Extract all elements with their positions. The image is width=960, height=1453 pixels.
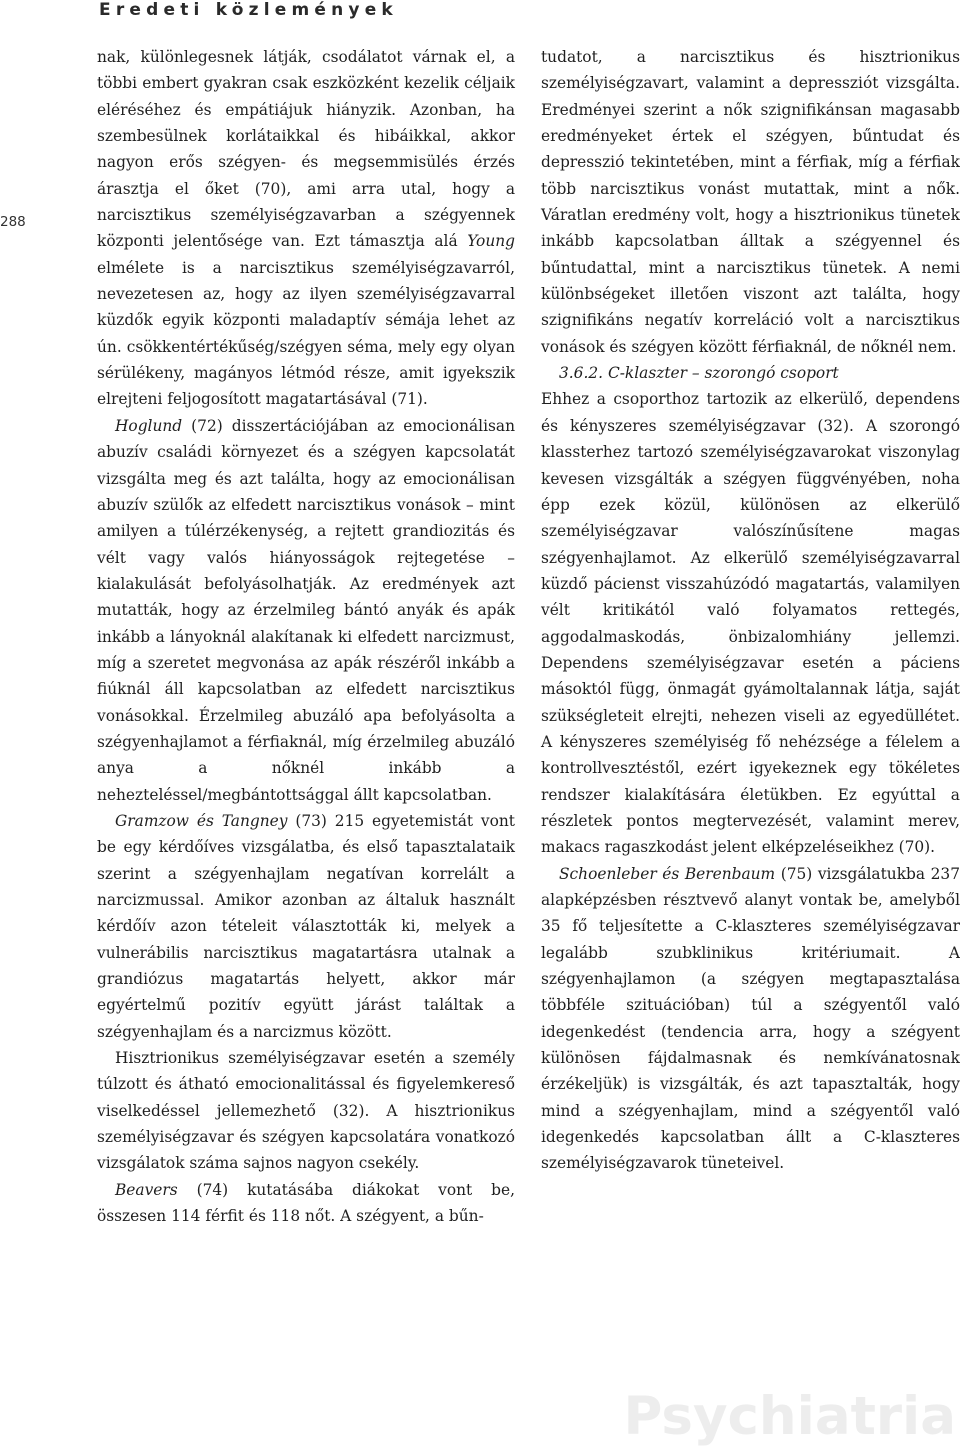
paragraph-text: (74) kutatásába diákokat vont be, összesen 114 férfit és 118 nőt. A szégyent, a bűn- [97, 1180, 515, 1226]
journal-brand-logo: Psychiatria [623, 1386, 956, 1447]
author-name: Young [467, 232, 515, 251]
right-column [541, 44, 960, 1177]
paragraph [97, 1045, 515, 1177]
paragraph-text: elmélete is a narcisztikus személyiségzavarról, nevezetesen az, hogy az ilyen személyiségzavarral küzdők egyik központi maladaptív sémája lehet az ún. csökkentértékűség/szégyen séma, mely egy olyan sérülékeny, magányos létmód része, amit igyekszik elrejteni feljogosított magatartásával (71). [97, 258, 515, 409]
paragraph-text: (75) vizsgálatukba 237 alapképzésben résztvevő alanyt vontak be, amelyből 35 fő teljesítette a C-klaszteres személyiségzavar legalább szubklinikus kritériumait. A szégyenhajlamon (a szégyen megtapasztalása többféle szituációban) túl a szégyentől való idegenkedést (tendencia arra, hogy a szégyent különösen fájdalmasnak és nemkívánatosnak érzékeljük) is vizsgálták, és azt tapasztalták, hogy mind a szégyenhajlam, mind a szégyentől való idegenkedés kapcsolatban állt a C-klaszteres személyiségzavarok tüneteivel. [541, 864, 960, 1173]
section-subheading: 3.6.2. C-klaszter – szorongó csoport [559, 364, 839, 383]
author-name: Beavers [115, 1180, 178, 1199]
section-title: Eredeti közlemények [99, 0, 398, 20]
paragraph-text: tudatot, a narcisztikus és hisztrionikus személyiségzavart, valamint a depressziót vizsgálta. Eredményei szerint a nők szignifikánsan magasabb eredményeket értek el szégyen, bűntudat és depresszió tekintetében, mint a férfiak, míg a férfiak több narcisztikus vonást mutattak, mint a nők. Váratlan eredmény volt, hogy a hisztrionikus tünetek inkább kapcsolatban álltak a szégyennel és bűntudattal, mint a narcisztikus tünetek. A nemi különbségeket illetően viszont azt találta, hogy szignifikáns negatív korreláció volt a narcisztikus vonások és szégyen között férfiaknál, de nőknél nem. [541, 48, 960, 356]
page-number: 288 [0, 214, 26, 230]
author-name: Schoenleber és Berenbaum [559, 864, 776, 883]
paragraph [97, 413, 515, 808]
paragraph-text: nak, különlegesnek látják, csodálatot várnak el, a többi embert gyakran csak eszközként kezelik céljaik eléréséhez és empátiájuk hiányzik. Azonban, ha szembesülnek korlátaikkal és hibáikkal, akkor nagyon erős szégyen- és megsemmisülés érzés árasztja el őket (70), ami arra utal, hogy a narcisztikus személyiségzavarban a szégyennek központi jelentősége van. Ezt támasztja alá [97, 48, 515, 251]
paragraph [97, 808, 515, 1045]
paragraph-text: Ehhez a csoporthoz tartozik az elkerülő, dependens és kényszeres személyiségzavar (32). A szorongó klassterhez tartozó személyiségzavarokat viszonylag kevesen vizsgálták a szégyen függvényében, noha épp ezek közül, különösen az elkerülő személyiségzavar valószínűsítene magas szégyenhajlamot. Az elkerülő személyiségzavarral küzdő pácienst visszahúzódó magatartás, valamilyen vélt kritikától való folyamatos rettegés, aggodalmaskodás, önbizalomhiány jellemzi. Dependens személyiségzavar esetén a páciens másoktól függ, önmagát gyámoltalannak látja, saját szükségleteit elrejti, nehezen viseli az egyedüllétet. A kényszeres személyiség fő nehézsége a félelem a kontrollvesztéstől, ezért igyekeznek egy tökéletes rendszer kialakítására életükben. Ez egyúttal a részletek pontos megtervezését, valamint merev, makacs ragaszkodást jelent elképzeléseikhez (70). [541, 390, 960, 857]
author-name: Gramzow és Tangney [115, 811, 288, 830]
author-name: Hoglund [115, 416, 183, 435]
paragraph-text: (73) 215 egyetemistát vont be egy kérdőíves vizsgálatba, és első tapasztalataik szerint a szégyenhajlam negatívan korrelált a narcizmussal. Amikor azonban az általuk használt kérdőív azon tételeit választották ki, melyek a vulnerábilis narcisztikus magatartásra utalnak a grandiózus magatartás helyett, akkor már egyértelmű pozitív együtt járást találtak a szégyenhajlam és a narcizmus között. [97, 811, 515, 1041]
paragraph-text: (72) disszertációjában az emocionálisan abuzív családi környezet és a szégyen kapcsolatát vizsgálta meg és azt találta, hogy az emocionálisan abuzív szülők az elfedett narcisztikus vonások – mint amilyen a túlérzékenység, a rejtett grandiozitás és vélt vagy valós hiányosságok rejtegetése – kialakulását befolyásolhatják. Az eredmények azt mutatták, hogy az érzelmileg bántó anyák és apák inkább a lányoknál alakítanak ki elfedett narcizmust, míg a szeretet megvonása az apák részéről inkább a fiúknál áll kapcsolatban az elfedett narcisztikus vonásokkal. Érzelmileg abuzáló apa befolyásolta a szégyenhajlamot a férfiaknál, míg érzelmileg abuzáló anya a nőknél inkább a nehezteléssel/megbántottsággal állt kapcsolatban. [97, 416, 515, 804]
paragraph [97, 1177, 515, 1230]
paragraph [97, 44, 515, 413]
paragraph [541, 44, 960, 360]
paragraph-text: Hisztrionikus személyiségzavar esetén a személy túlzott és átható emocionalitással és figyelemkereső viselkedéssel jellemezhető (32). A hisztrionikus személyiségzavar és szégyen kapcsolatára vonatkozó vizsgálatok száma sajnos nagyon csekély. [97, 1049, 515, 1173]
left-column [97, 44, 515, 1229]
paragraph [541, 386, 960, 860]
paragraph [541, 861, 960, 1177]
